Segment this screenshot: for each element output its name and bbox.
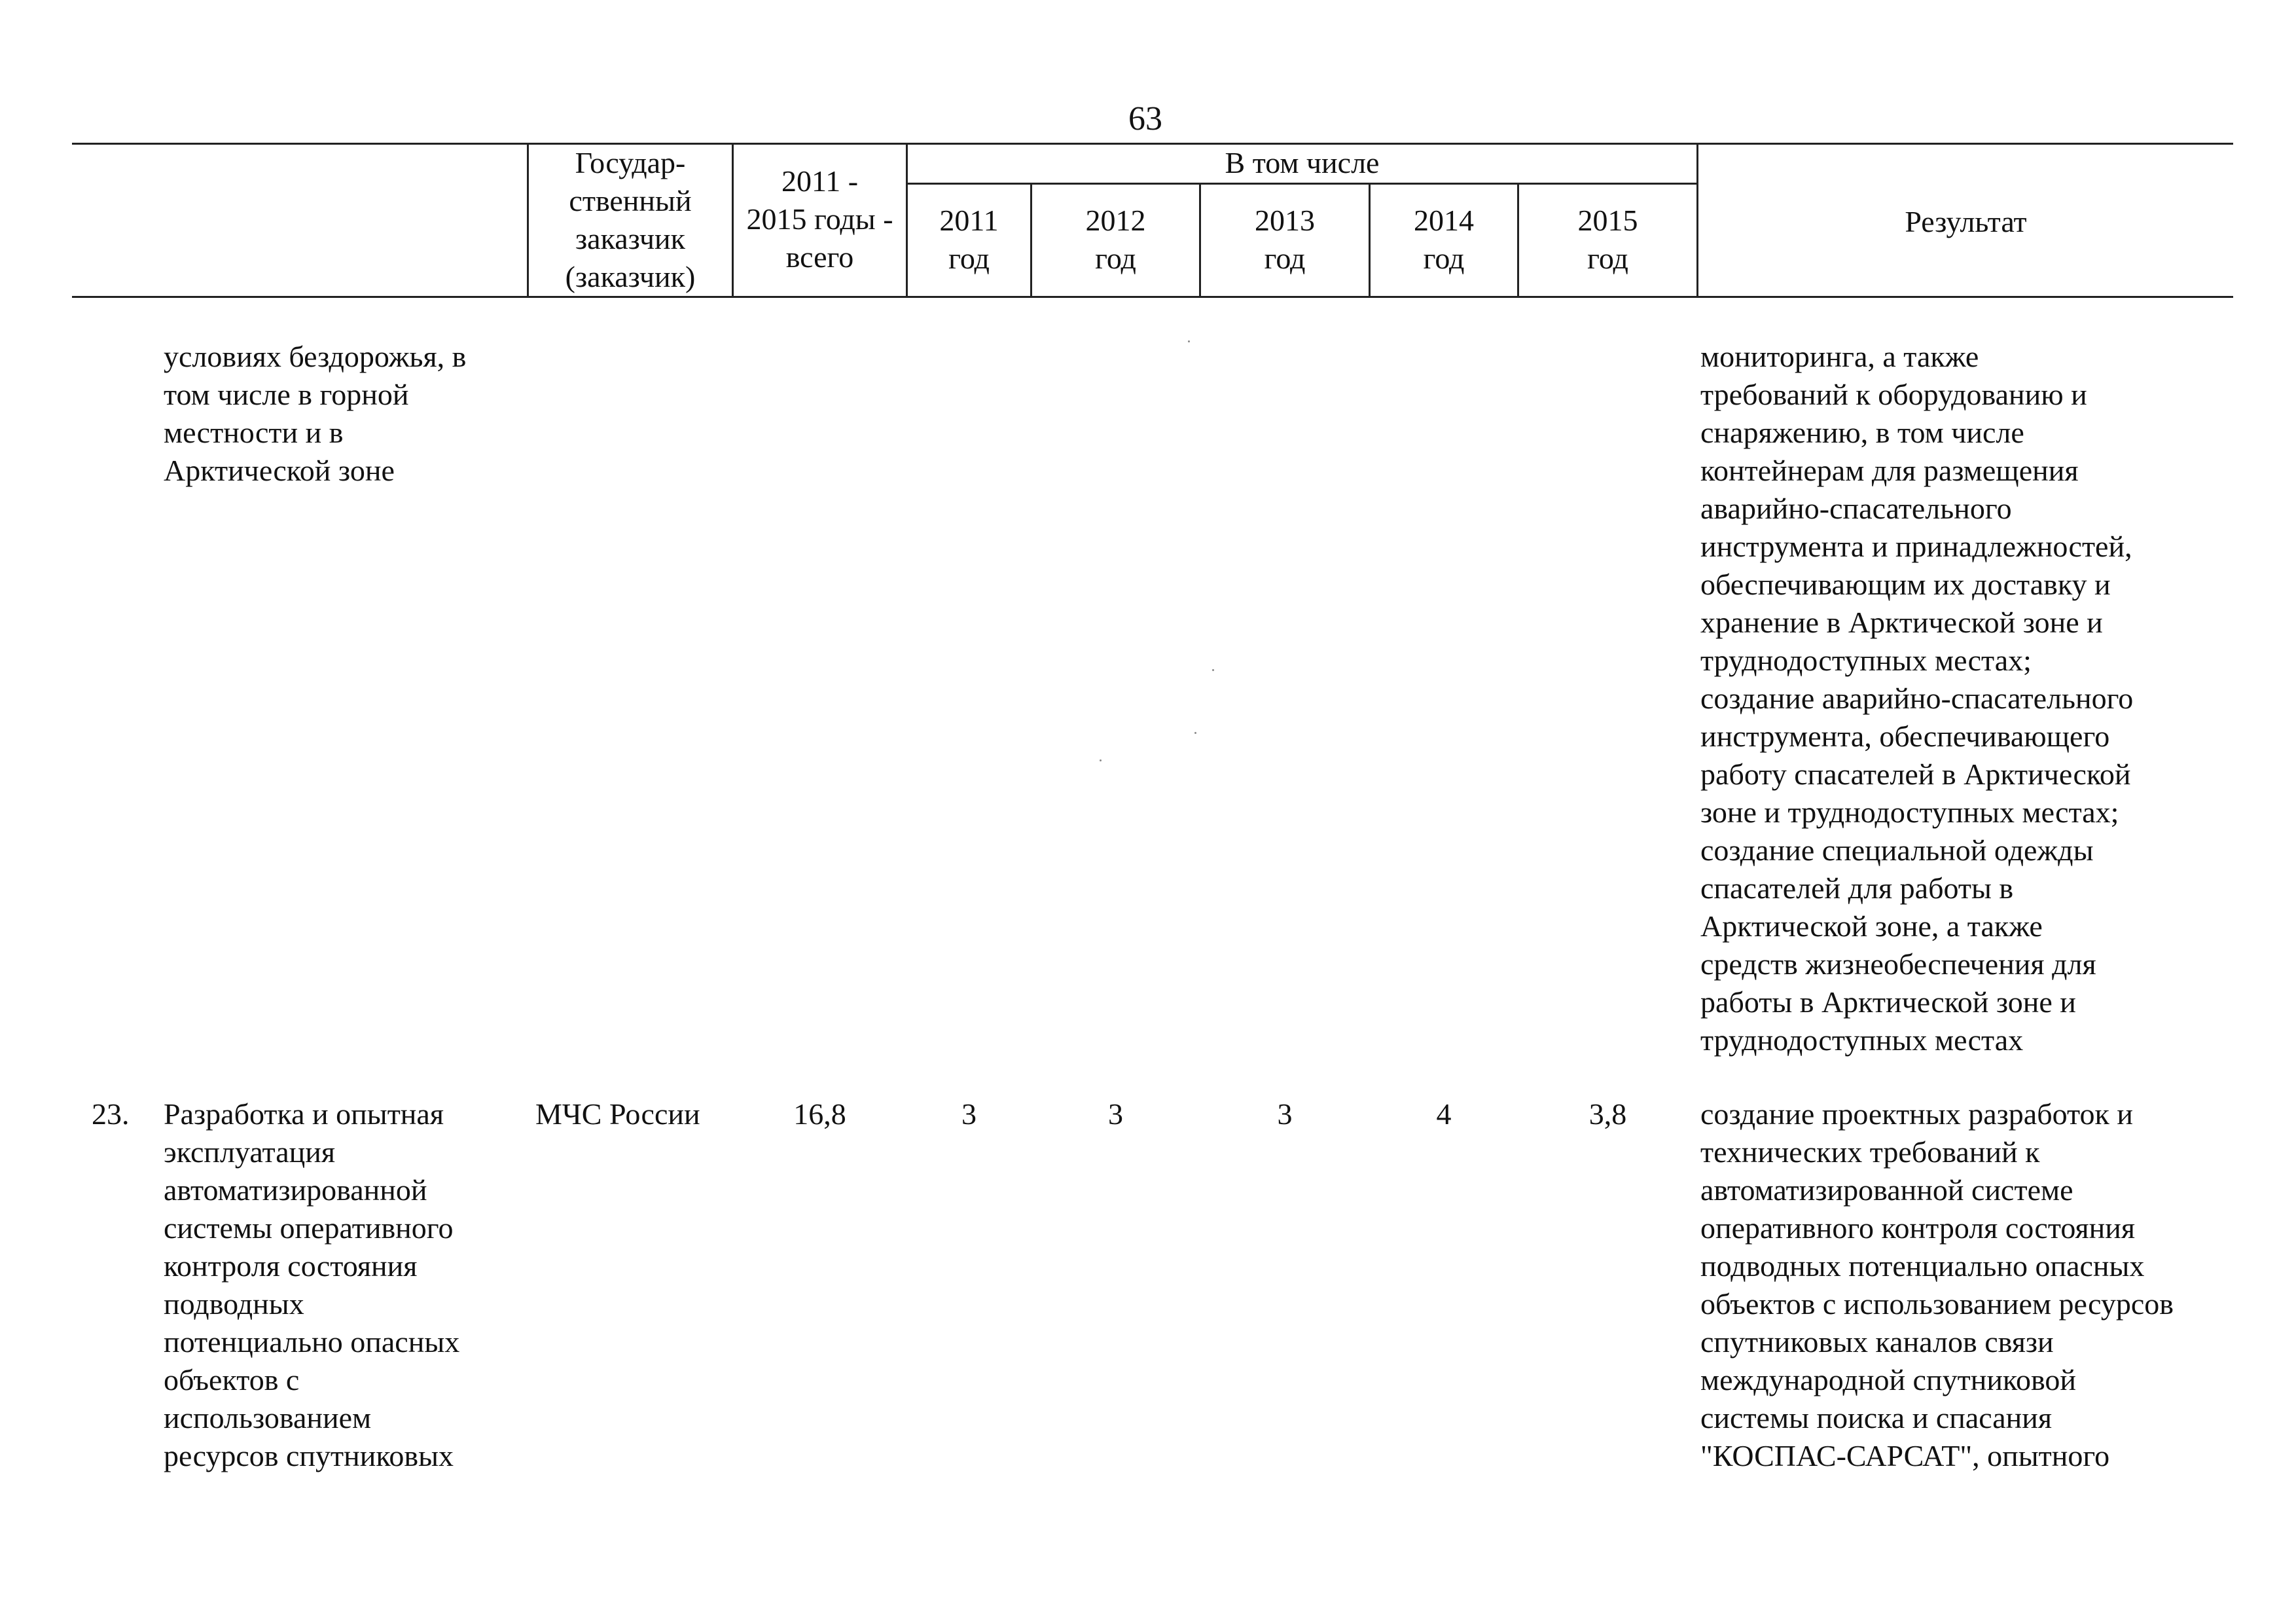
- scan-speck: [1100, 759, 1102, 761]
- row-customer: МЧС России: [535, 1097, 700, 1131]
- header-customer: Государ- ственный заказчик (заказчик): [565, 146, 696, 293]
- header-total: 2011 - 2015 годы - всего: [746, 164, 893, 274]
- row-result: создание проектных разработок и технических требований к автоматизированной системе оперативного контроля состояния подводных потенциально опасных объектов с использованием ресурсов спутниковых каналов связи международной спутниковой системы поиска и спасания "КОСПАС-САРСАТ", опытного: [1700, 1097, 2174, 1472]
- header-year-2013: 2013 год: [1255, 204, 1315, 275]
- row-number: 23.: [92, 1097, 130, 1131]
- scan-speck: [1212, 669, 1214, 671]
- row-year-2014: 4: [1436, 1097, 1452, 1131]
- header-year-2012: 2012 год: [1085, 204, 1146, 275]
- including-divider: [906, 183, 1696, 185]
- row-total: 16,8: [793, 1097, 846, 1131]
- header-result: Результат: [1905, 205, 2027, 238]
- row-year-2012: 3: [1108, 1097, 1123, 1131]
- row-year-2015: 3,8: [1588, 1097, 1627, 1131]
- row-result: мониторинга, а также требований к оборудованию и снаряжению, в том числе контейнерам для размещения аварийно-спасательного инструмента и принадлежностей, обеспечивающим их доставку и хранение в Арктической зоне и труднодоступных местах; создание аварийно-спасательного инструмента, обеспечивающего работу спасателей в Арктической зоне и труднодоступных местах; создание специальной одежды спасателей для работы в Арктической зоне, а также средств жизнеобеспечения для работы в Арктической зоне и труднодоступных местах: [1700, 340, 2134, 1057]
- header-year-2015: 2015 год: [1577, 204, 1638, 275]
- row-name: Разработка и опытная эксплуатация автоматизированной системы оперативного контроля состояния подводных потенциально опасных объектов с использованием ресурсов спутниковых: [164, 1097, 460, 1472]
- header-including: В том числе: [1225, 146, 1380, 179]
- row-year-2011: 3: [961, 1097, 977, 1131]
- header-bottom-border: [72, 296, 2233, 298]
- row-year-2013: 3: [1277, 1097, 1293, 1131]
- header-year-2011: 2011 год: [939, 204, 999, 275]
- header-year-2014: 2014 год: [1414, 204, 1474, 275]
- scan-speck: [1194, 732, 1196, 734]
- scan-speck: [1188, 340, 1190, 342]
- page-number: 63: [1128, 100, 1162, 137]
- row-name: условиях бездорожья, в том числе в горной местности и в Арктической зоне: [164, 340, 467, 487]
